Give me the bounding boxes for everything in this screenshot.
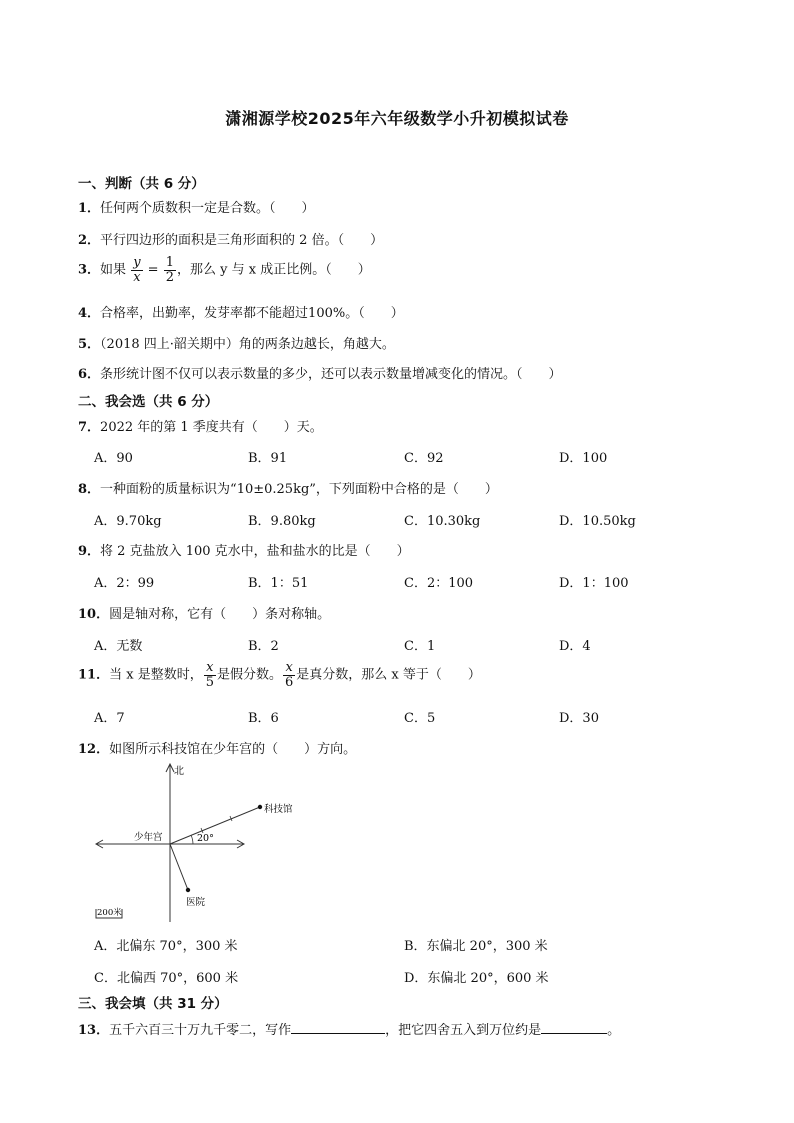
question-text: 任何两个质数积一定是合数。（ ）: [100, 201, 315, 216]
option-a[interactable]: A．北偏东 70°，300 米: [94, 939, 238, 954]
north-label: 北: [174, 766, 184, 777]
equals-sign: =: [143, 262, 163, 278]
section-title-fill: 三、我会填（共 31 分）: [78, 996, 228, 1012]
fraction-y-over-x: $\frac{y}{x}$: [133, 255, 141, 285]
question-text: 2022 年的第 1 季度共有（ ）天。: [100, 420, 323, 435]
question-6: [78, 363, 562, 382]
question-number: 6．: [78, 367, 101, 382]
option-c[interactable]: C．5: [404, 711, 436, 726]
question-9: [78, 540, 410, 559]
question-number: 13．: [78, 1023, 110, 1038]
option-c[interactable]: C．10.30kg: [404, 514, 481, 529]
page-title: 潇湘源学校2025年六年级数学小升初模拟试卷: [225, 109, 569, 128]
question-text: 合格率，出勤率，发芽率都不能超过100%。（ ）: [100, 306, 404, 321]
question-3: [78, 256, 371, 284]
question-8: [78, 478, 498, 497]
target-label: 科技馆: [264, 804, 293, 815]
question-text: 将 2 克盐放入 100 克水中，盐和盐水的比是（ ）: [100, 544, 410, 559]
option-a[interactable]: A．无数: [94, 639, 143, 654]
question-number: 4．: [78, 306, 101, 321]
question-text: 圆是轴对称，它有（ ）条对称轴。: [109, 607, 331, 622]
option-d[interactable]: D．100: [559, 451, 608, 466]
origin-label: 少年宫: [134, 832, 163, 843]
hospital-point: [186, 888, 190, 892]
question-text-mid: ，把它四舍五入到万位约是: [385, 1023, 542, 1038]
option-b[interactable]: B．6: [248, 711, 279, 726]
scale-label: 200米: [97, 908, 122, 918]
hospital-label: 医院: [186, 897, 206, 908]
option-d[interactable]: D．1：100: [559, 576, 629, 591]
question-text-pre: 当 x 是整数时，: [109, 667, 203, 683]
question-number: 5．: [78, 337, 101, 352]
option-b[interactable]: B．9.80kg: [248, 514, 316, 529]
question-4: [78, 302, 404, 321]
answer-blank-1[interactable]: [291, 1021, 385, 1034]
line-to-hospital: [170, 844, 188, 890]
option-c[interactable]: C．1: [404, 639, 436, 654]
option-c[interactable]: C．北偏西 70°，600 米: [94, 971, 239, 986]
question-text-pre: 如果: [100, 262, 131, 278]
angle-label: 20°: [197, 833, 214, 844]
answer-blank-2[interactable]: [541, 1021, 607, 1034]
option-a[interactable]: A．2：99: [94, 576, 155, 591]
question-number: 11．: [78, 667, 110, 683]
question-text: 条形统计图不仅可以表示数量的多少，还可以表示数量增减变化的情况。（ ）: [100, 367, 562, 382]
question-7: [78, 416, 323, 435]
science-museum-point: [258, 805, 262, 809]
question-13: [78, 1019, 620, 1038]
option-c[interactable]: C．92: [404, 451, 444, 466]
question-text: （2018 四上·韶关期中）角的两条边越长，角越大。: [100, 337, 395, 352]
option-a[interactable]: A．7: [94, 711, 125, 726]
angle-arc: [191, 835, 193, 844]
question-text-post: ，那么 y 与 x 成正比例。（ ）: [177, 262, 371, 278]
question-2: [78, 229, 383, 248]
option-a[interactable]: A．90: [94, 451, 133, 466]
direction-diagram: [94, 762, 304, 928]
question-number: 9．: [78, 544, 101, 559]
question-number: 10．: [78, 607, 110, 622]
option-d[interactable]: D．10.50kg: [559, 514, 636, 529]
question-number: 7．: [78, 420, 101, 435]
question-number: 8．: [78, 482, 101, 497]
question-10: [78, 603, 330, 622]
line-to-science-museum: [170, 807, 260, 844]
question-5: [78, 333, 395, 352]
fraction-x-over-6: $\frac{x}{6}$: [285, 660, 294, 690]
fraction-x-over-5: $\frac{x}{5}$: [205, 660, 214, 690]
option-c[interactable]: C．2：100: [404, 576, 474, 591]
option-d[interactable]: D．东偏北 20°，600 米: [404, 971, 549, 986]
question-number: 2．: [78, 233, 101, 248]
option-b[interactable]: B．东偏北 20°，300 米: [404, 939, 548, 954]
option-b[interactable]: B．91: [248, 451, 288, 466]
question-text-post: 。: [607, 1023, 621, 1038]
question-12: [78, 738, 356, 757]
option-b[interactable]: B．2: [248, 639, 279, 654]
question-text-pre: 五千六百三十万九千零二，写作: [109, 1023, 292, 1038]
option-a[interactable]: A．9.70kg: [94, 514, 162, 529]
option-b[interactable]: B．1：51: [248, 576, 309, 591]
question-text: 一种面粉的质量标识为“10±0.25kg”，下列面粉中合格的是（ ）: [100, 482, 498, 497]
question-11: [78, 661, 481, 689]
option-d[interactable]: D．4: [559, 639, 591, 654]
question-text: 平行四边形的面积是三角形面积的 2 倍。（ ）: [100, 233, 384, 248]
question-text-mid: 是假分数。: [216, 667, 282, 683]
question-number: 12．: [78, 742, 110, 757]
section-title-judge: 一、判断（共 6 分）: [78, 176, 205, 192]
section-title-choose: 二、我会选（共 6 分）: [78, 394, 219, 410]
question-text-post: 是真分数，那么 x 等于（ ）: [296, 667, 481, 683]
question-number: 1．: [78, 201, 101, 216]
question-1: [78, 197, 315, 216]
question-text: 如图所示科技馆在少年宫的（ ）方向。: [109, 742, 357, 757]
question-number: 3．: [78, 262, 101, 278]
option-d[interactable]: D．30: [559, 711, 599, 726]
fraction-one-half: $\frac{1}{2}$: [165, 255, 174, 285]
